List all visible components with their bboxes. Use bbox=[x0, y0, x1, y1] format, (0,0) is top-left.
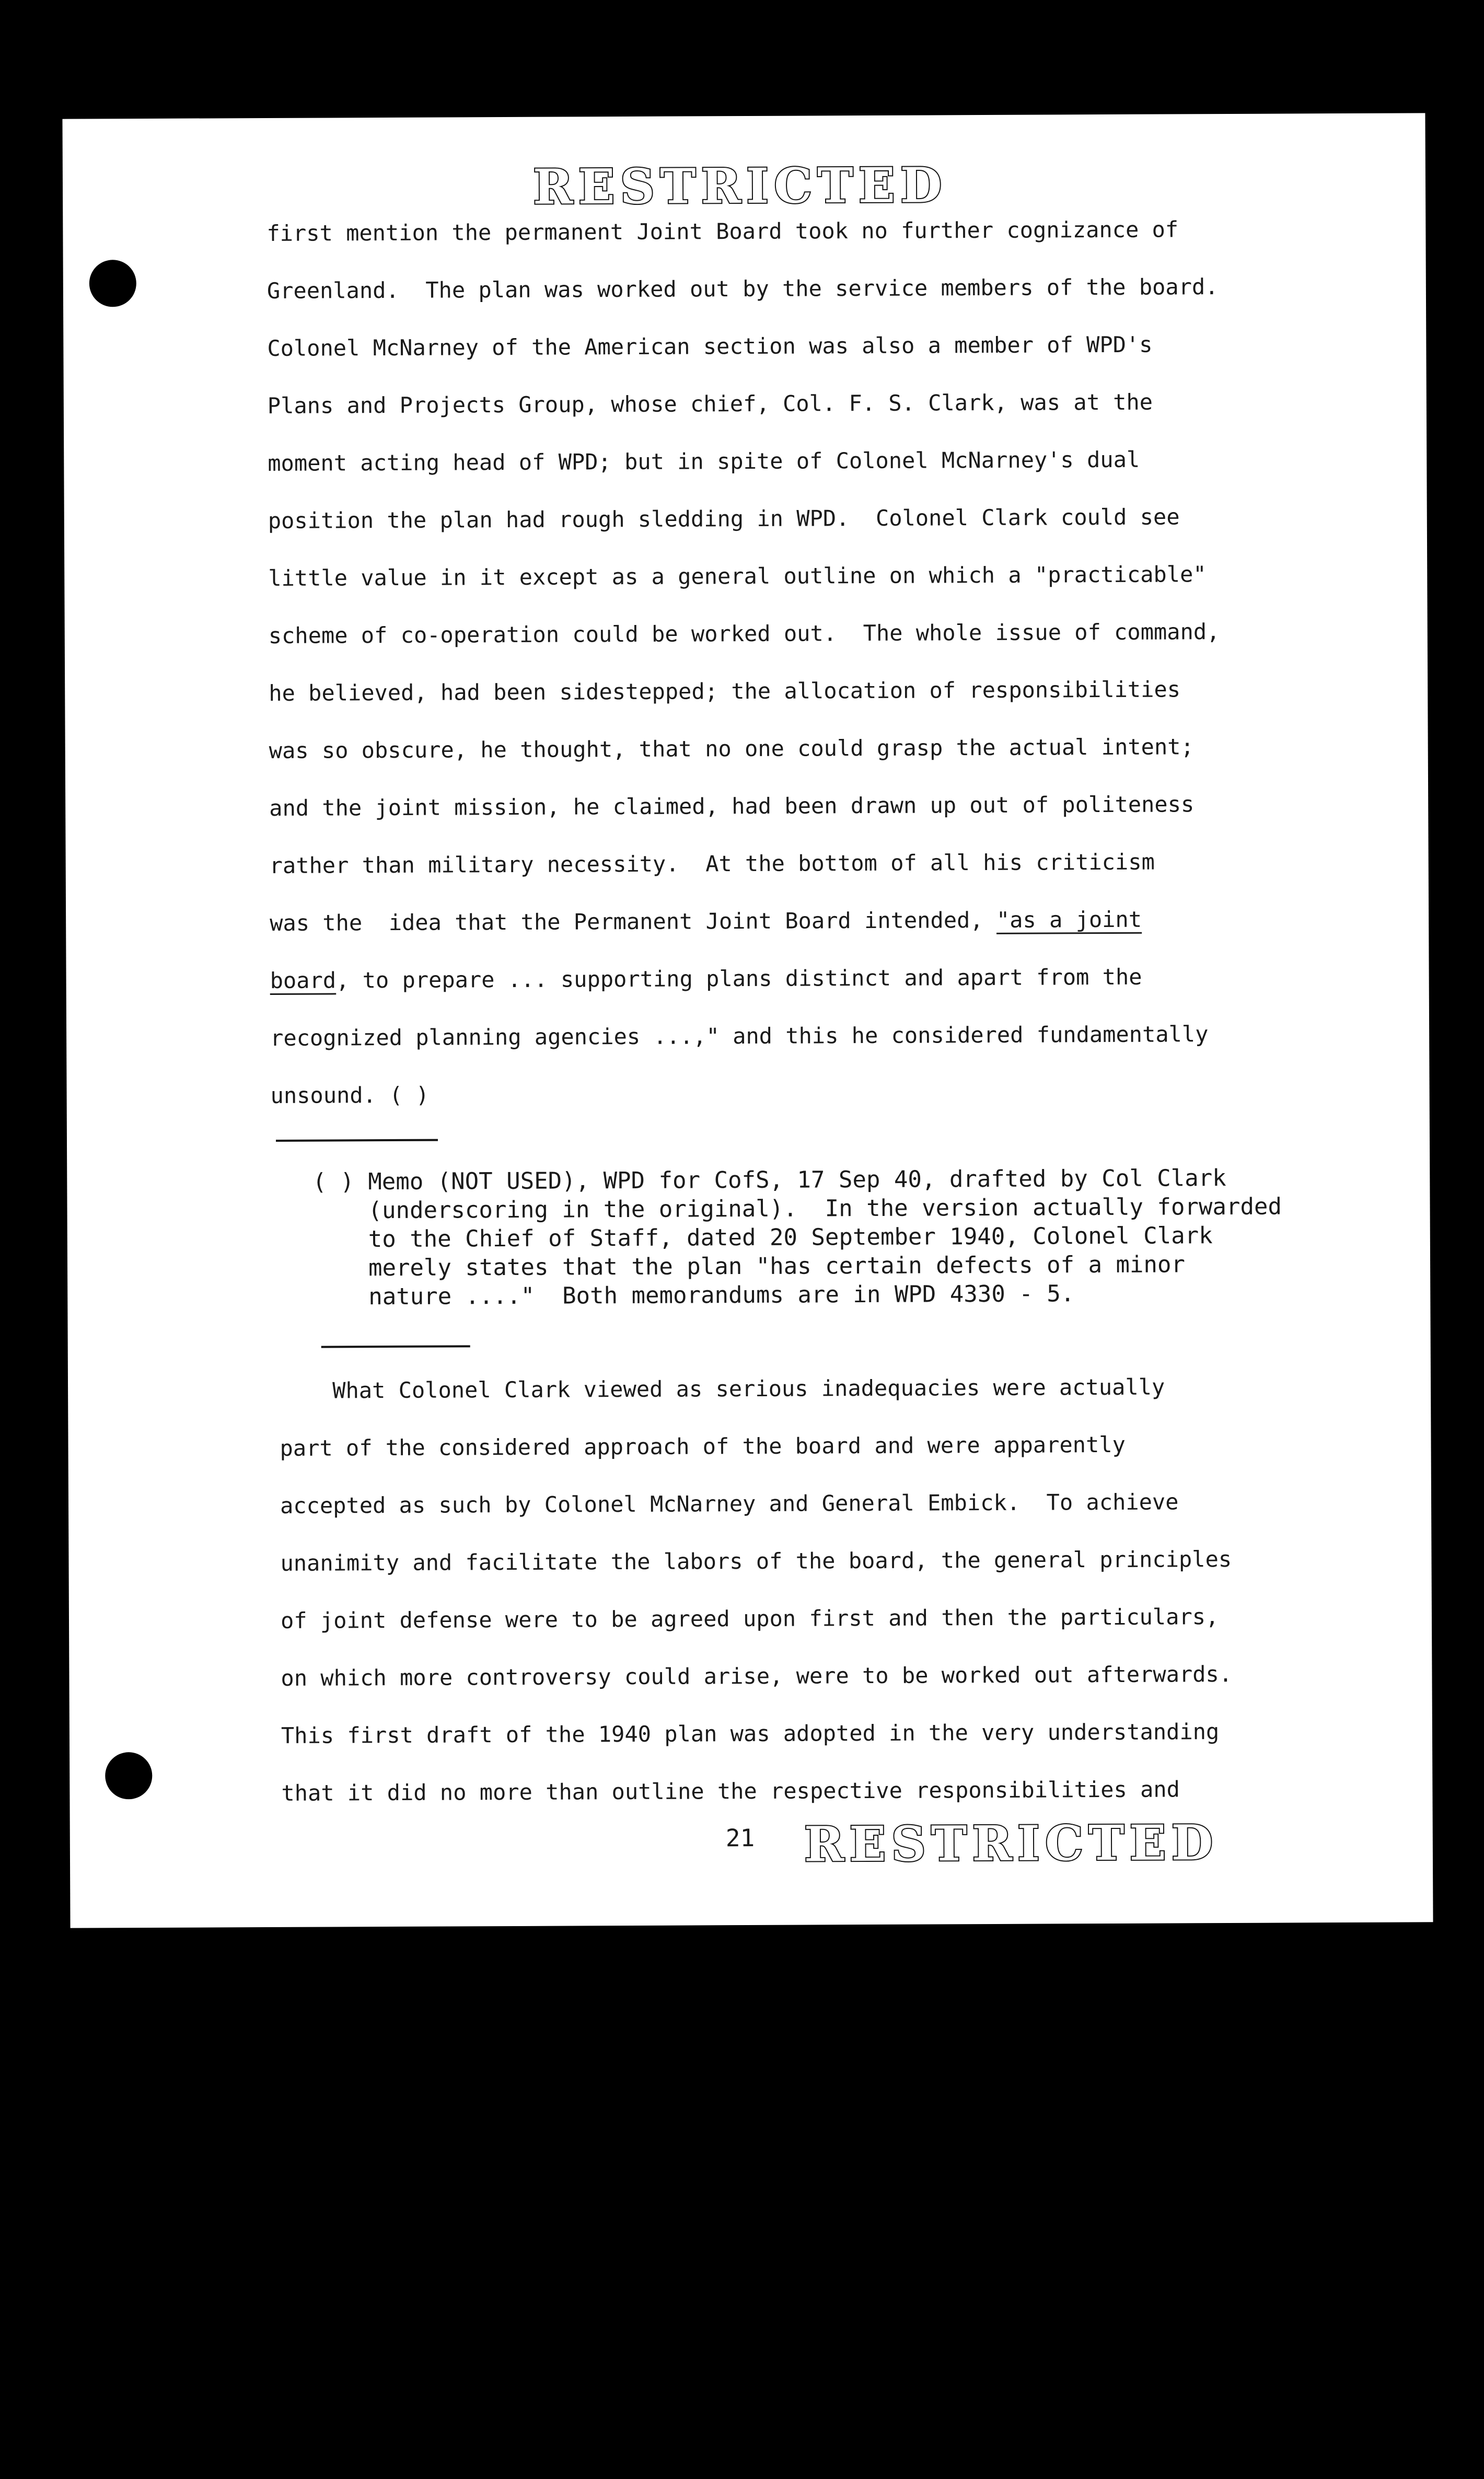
text-line: position the plan had rough sledding in WPD. Colonel Clark could see bbox=[268, 504, 1180, 534]
text-line: unanimity and facilitate the labors of the board, the general principles bbox=[280, 1546, 1232, 1576]
text-line: Plans and Projects Group, whose chief, Col. F. S. Clark, was at the bbox=[267, 389, 1153, 419]
footnote-line: (underscoring in the original). In the version actually forwarded bbox=[312, 1193, 1282, 1224]
text-line: and the joint mission, he claimed, had been drawn up out of politeness bbox=[269, 791, 1195, 821]
footnote-line: nature ...." Both memorandums are in WPD 4330 - 5. bbox=[313, 1280, 1075, 1311]
punch-hole-bottom bbox=[105, 1752, 152, 1799]
punch-hole-top bbox=[89, 260, 136, 307]
text-line: little value in it except as a general outline on which a "practicable" bbox=[268, 561, 1207, 591]
section-divider bbox=[321, 1345, 470, 1348]
text-line: Greenland. The plan was worked out by the service members of the board. bbox=[266, 274, 1219, 304]
footnote-divider bbox=[276, 1139, 438, 1142]
text-line: This first draft of the 1940 plan was adopted in the very understanding bbox=[281, 1719, 1220, 1748]
text-line: part of the considered approach of the board and were apparently bbox=[280, 1431, 1126, 1461]
text-line-quote-2 bbox=[270, 966, 1142, 992]
footnote-line: merely states that the plan "has certain defects of a minor bbox=[312, 1251, 1186, 1282]
quote-suffix: , to prepare ... supporting plans distinct and apart from the bbox=[335, 964, 1142, 993]
footnote-line: ( ) Memo (NOT USED), WPD for CofS, 17 Sep 40, drafted by Col Clark bbox=[312, 1165, 1226, 1196]
text-line: was so obscure, he thought, that no one could grasp the actual intent; bbox=[269, 734, 1194, 763]
text-line: that it did no more than outline the respective responsibilities and bbox=[281, 1776, 1180, 1806]
page-number: 21 bbox=[725, 1823, 755, 1852]
quote-prefix: was the idea that the Permanent Joint Board intended, bbox=[270, 907, 997, 936]
text-line: Colonel McNarney of the American section was also a member of WPD's bbox=[267, 331, 1153, 362]
text-line: rather than military necessity. At the bottom of all his criticism bbox=[269, 849, 1155, 878]
underlined-quote-start: "as a joint bbox=[996, 906, 1142, 933]
underlined-quote-end: board bbox=[270, 967, 337, 993]
text-line: first mention the permanent Joint Board took no further cognizance of bbox=[266, 216, 1179, 247]
text-line: moment acting head of WPD; but in spite of Colonel McNarney's dual bbox=[268, 446, 1140, 476]
text-line: scheme of co-operation could be worked out. The whole issue of command, bbox=[268, 619, 1220, 648]
text-line: accepted as such by Colonel McNarney and General Embick. To achieve bbox=[280, 1489, 1179, 1519]
text-line: What Colonel Clark viewed as serious inadequacies were actually bbox=[279, 1374, 1165, 1404]
footnote-line: to the Chief of Staff, dated 20 September 1940, Colonel Clark bbox=[312, 1222, 1213, 1253]
text-line: on which more controversy could arise, were to be worked out afterwards. bbox=[281, 1661, 1233, 1691]
classification-stamp-bottom: RESTRICTED bbox=[804, 1814, 1219, 1873]
text-line: unsound. ( ) bbox=[270, 1082, 430, 1108]
text-line: he believed, had been sidestepped; the allocation of responsibilities bbox=[269, 676, 1181, 706]
text-line: of joint defense were to be agreed upon first and then the particulars, bbox=[280, 1604, 1219, 1634]
text-line: recognized planning agencies ...," and this he considered fundamentally bbox=[270, 1021, 1209, 1051]
classification-stamp-top: RESTRICTED bbox=[532, 157, 947, 215]
text-line-quote bbox=[270, 906, 1142, 936]
document-page bbox=[62, 113, 1433, 1928]
